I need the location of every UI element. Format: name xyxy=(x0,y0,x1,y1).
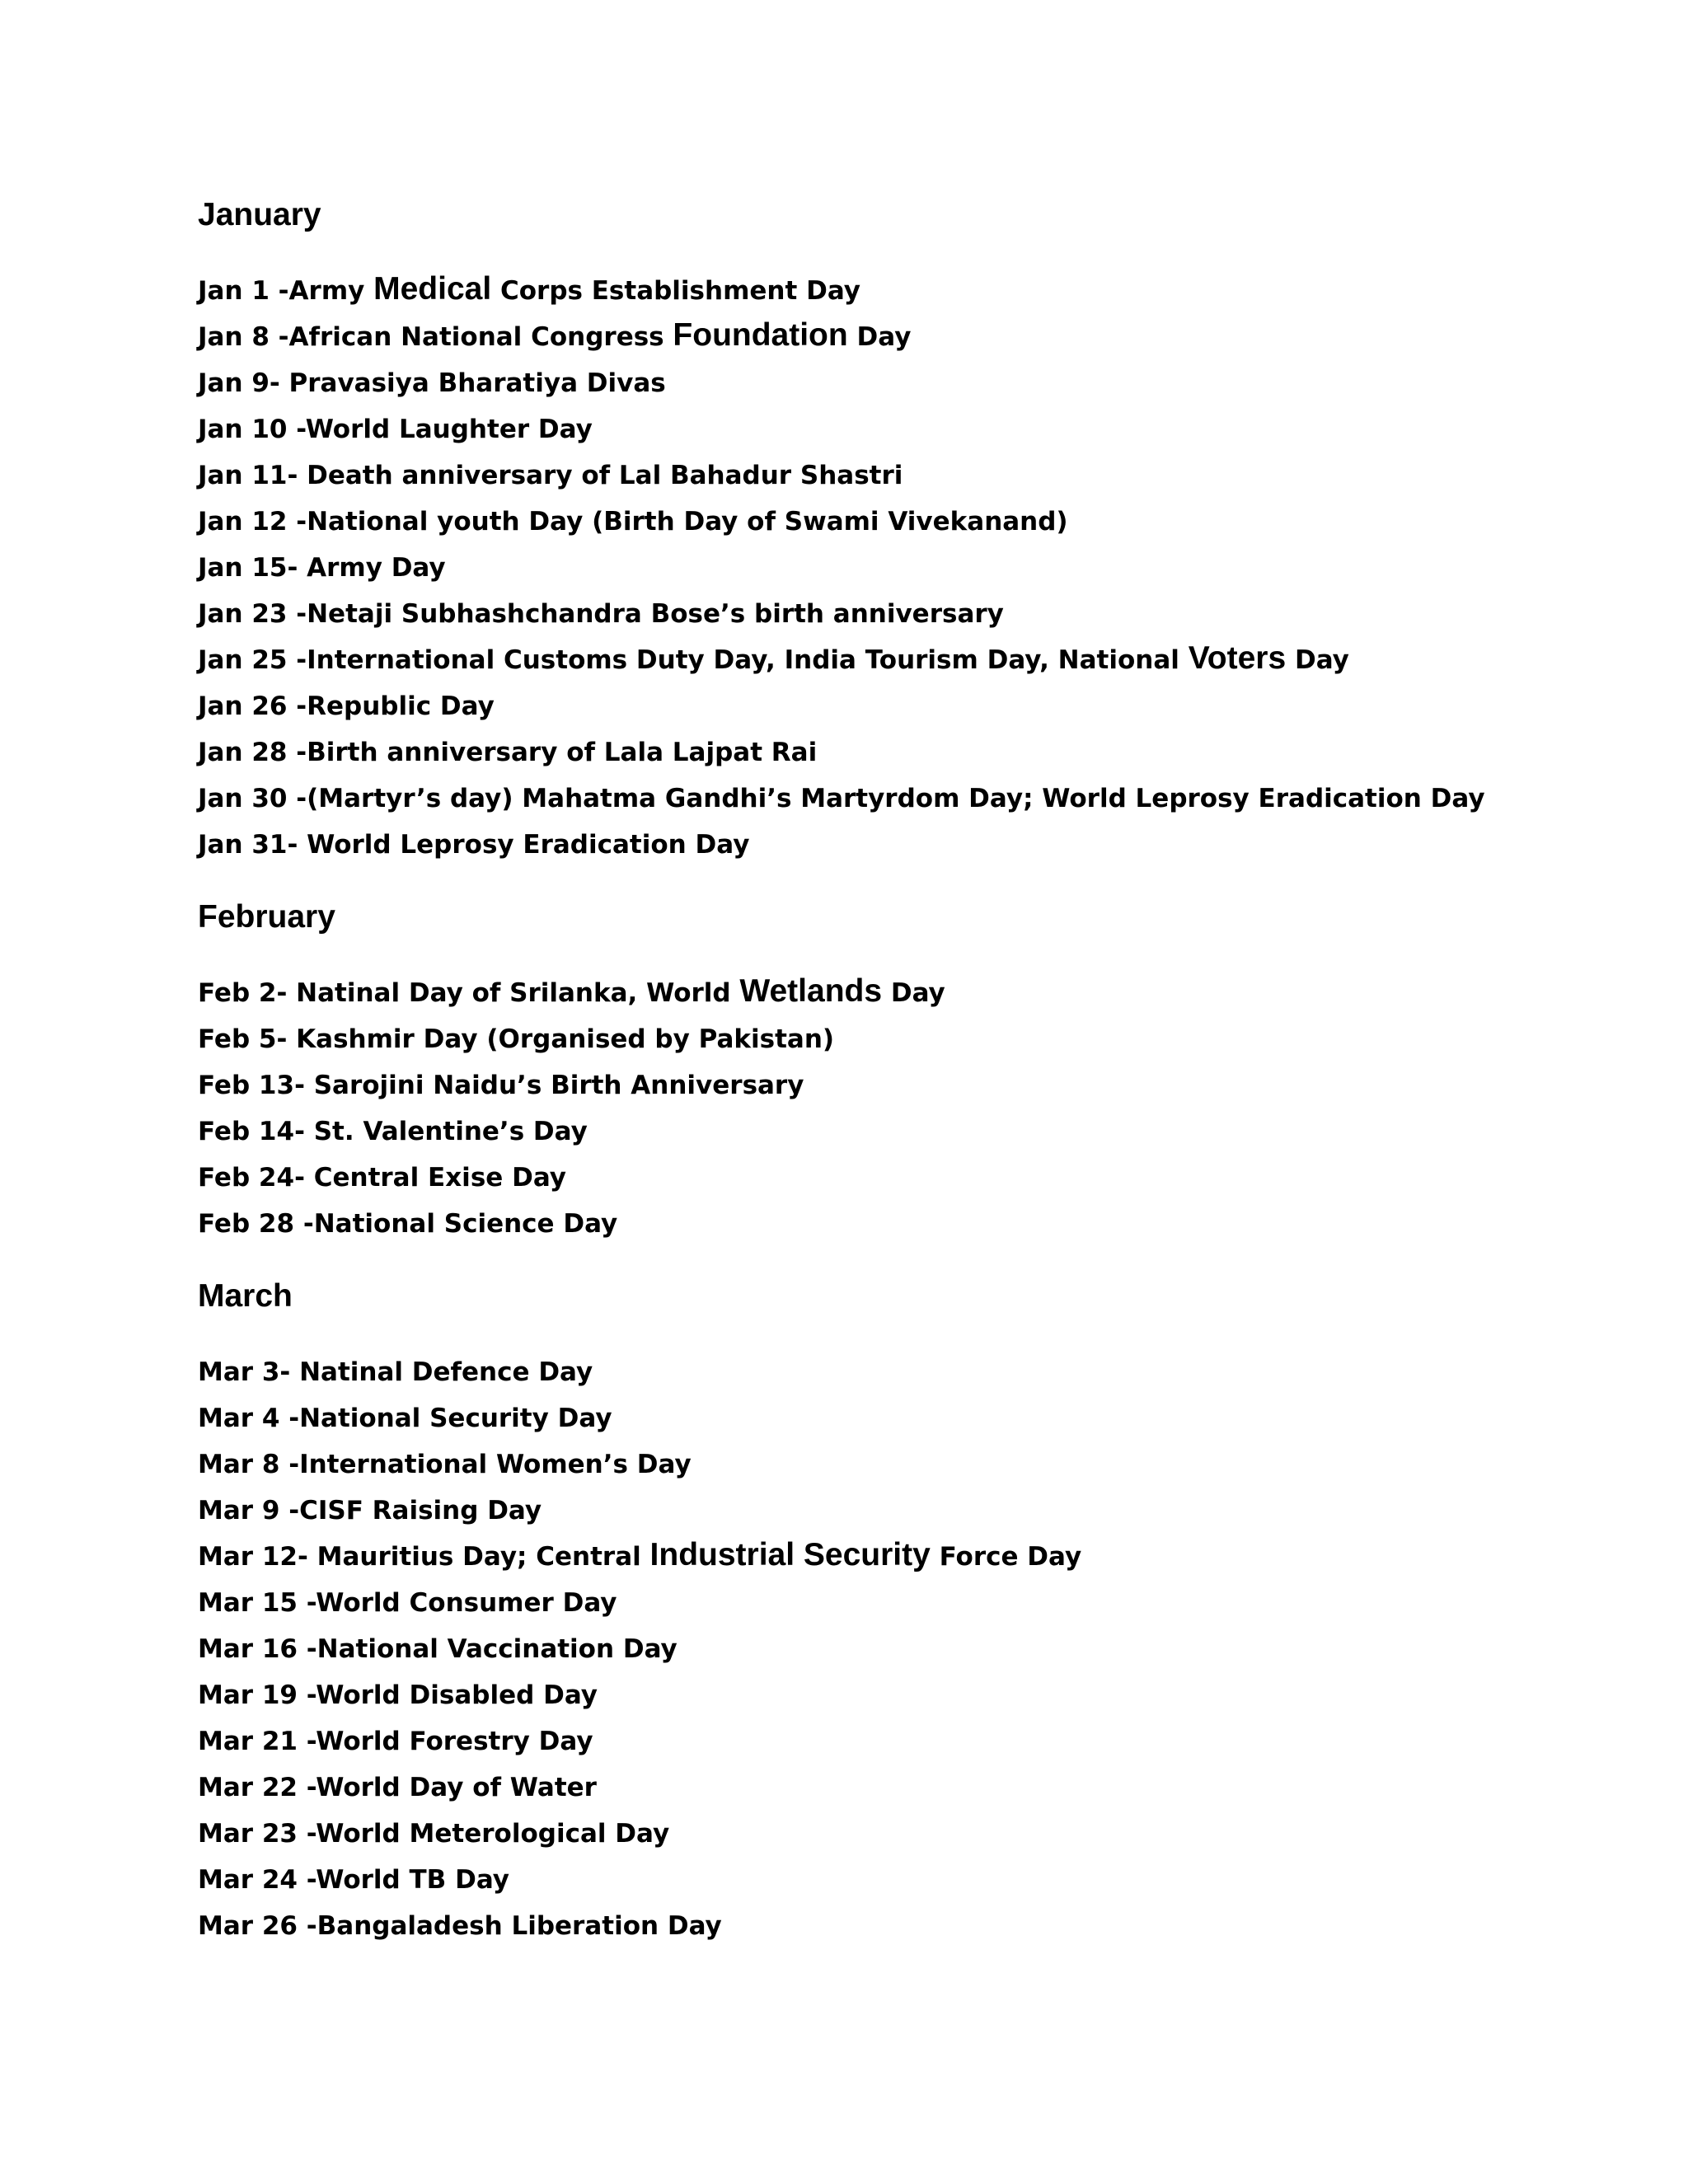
list-item: Mar 22 -World Day of Water xyxy=(198,1773,597,1802)
list-item: Jan 28 -Birth anniversary of Lala Lajpat Rai xyxy=(198,738,818,767)
month-section-march xyxy=(198,1276,1615,1947)
list-item: Jan 9- Pravasiya Bharatiya Divas xyxy=(198,368,666,398)
list-item: Mar 3- Natinal Defence Day xyxy=(198,1357,593,1387)
list-item: Mar 15 -World Consumer Day xyxy=(198,1588,617,1618)
list-item: Feb 2- Natinal Day of Srilanka, World Wetlands Day xyxy=(198,973,945,1009)
month-section-february xyxy=(198,897,1615,1245)
list-item: Jan 15- Army Day xyxy=(198,553,446,583)
list-item: Mar 4 -National Security Day xyxy=(198,1404,612,1433)
list-item: Mar 24 -World TB Day xyxy=(198,1865,510,1895)
document-page xyxy=(198,194,1615,1978)
list-item: Feb 13- Sarojini Naidu’s Birth Anniversary xyxy=(198,1071,804,1100)
month-heading: March xyxy=(198,1278,293,1314)
list-item: Mar 9 -CISF Raising Day xyxy=(198,1496,542,1526)
list-item: Jan 1 -Army Medical Corps Establishment Day xyxy=(198,271,860,307)
month-heading: January xyxy=(198,197,321,232)
list-item: Feb 5- Kashmir Day (Organised by Pakistan) xyxy=(198,1024,835,1054)
day-list xyxy=(198,1347,1615,1947)
list-item: Mar 26 -Bangaladesh Liberation Day xyxy=(198,1911,722,1941)
list-item: Jan 30 -(Martyr’s day) Mahatma Gandhi’s Martyrdom Day; World Leprosy Eradication Day xyxy=(198,784,1485,813)
list-item: Jan 12 -National youth Day (Birth Day of Swami Vivekanand) xyxy=(198,507,1068,537)
list-item: Mar 12- Mauritius Day; Central Industrial Security Force Day xyxy=(198,1537,1082,1572)
list-item: Feb 14- St. Valentine’s Day xyxy=(198,1117,588,1146)
list-item: Mar 16 -National Vaccination Day xyxy=(198,1634,678,1664)
list-item: Jan 26 -Republic Day xyxy=(198,691,495,721)
month-section-january xyxy=(198,194,1615,866)
list-item: Mar 19 -World Disabled Day xyxy=(198,1680,598,1710)
month-heading: February xyxy=(198,899,335,935)
list-item: Mar 23 -World Meterological Day xyxy=(198,1819,670,1849)
list-item: Jan 25 -International Customs Duty Day, India Tourism Day, National Voters Day xyxy=(198,640,1349,676)
list-item: Jan 31- World Leprosy Eradication Day xyxy=(198,830,750,860)
list-item: Jan 10 -World Laughter Day xyxy=(198,415,593,444)
list-item: Feb 24- Central Exise Day xyxy=(198,1163,566,1193)
day-list xyxy=(198,266,1615,866)
list-item: Feb 28 -National Science Day xyxy=(198,1209,618,1239)
list-item: Jan 11- Death anniversary of Lal Bahadur Shastri xyxy=(198,461,903,490)
list-item: Jan 23 -Netaji Subhashchandra Bose’s birth anniversary xyxy=(198,599,1004,629)
list-item: Jan 8 -African National Congress Foundation Day xyxy=(198,317,912,353)
list-item: Mar 21 -World Forestry Day xyxy=(198,1727,593,1756)
day-list xyxy=(198,968,1615,1245)
list-item: Mar 8 -International Women’s Day xyxy=(198,1450,692,1479)
